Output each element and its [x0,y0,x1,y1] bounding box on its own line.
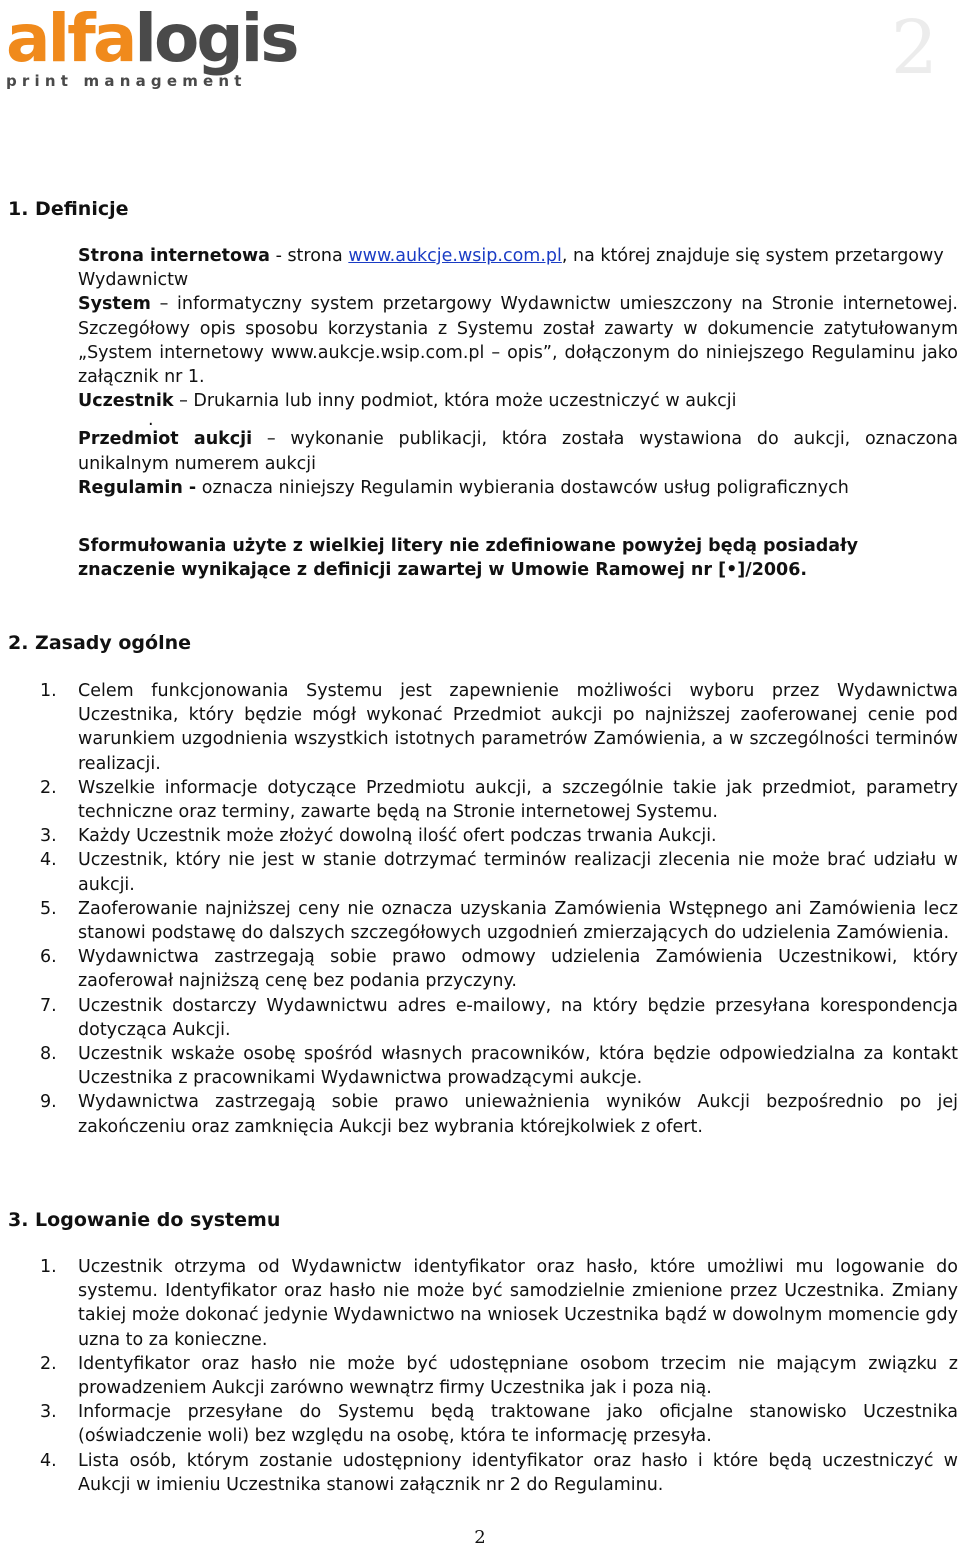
definition-participant: Uczestnik – Drukarnia lub inny podmiot, która może uczestniczyć w aukcji [78,391,737,412]
definition-term: Regulamin - [78,477,197,498]
page-marker: 2 [890,5,938,91]
list-item: 6. Wydawnictwa zastrzegają sobie prawo odmowy udzielenia Zamówienia Uczestnikowi, który zaoferował najniższą cenę bez podania przyczyny. [40,947,958,992]
definition-system: System – informatyczny system przetargowy Wydawnictw umieszczony na Stronie internetowej. Szczegółowy opis sposobu korzystania z Systemu został zawarty w dokumencie zatytułowanym „System internetowy www.aukcje.wsip.com.pl – opis”, dołączonym do niniejszego Regulaminu jako załącznik nr 1. [78,294,958,388]
section-title-definitions: 1. Definicje [8,198,129,220]
definition-term: System [78,294,151,315]
list-item: 1. Uczestnik otrzyma od Wydawnictw identyfikator oraz hasło, które umożliwi mu logowanie do systemu. Identyfikator oraz hasło nie może być samodzielnie zmienione przez Uczestnika. Zmiany takiej może dokonać jedynie Wydawnictwo na wniosek Uczestnika bądź w dowolnym momencie gdy uzna to za konieczne. [40,1257,958,1350]
definition-website: Strona internetowa - strona www.aukcje.wsip.com.pl, na której znajduje się system przetargowy Wydawnictw [78,246,944,291]
definitions-block [78,244,958,500]
list-item: 3. Informacje przesyłane do Systemu będą traktowane jako oficjalne stanowisko Uczestnika (oświadczenie woli) bez względu na osobę, która te informację przesyła. [40,1402,958,1447]
definition-regulation: Regulamin - oznacza niniejszy Regulamin wybierania dostawców usług poligraficznych [78,477,849,498]
list-item: 3. Każdy Uczestnik może złożyć dowolną ilość ofert podczas trwania Aukcji. [40,826,717,847]
general-rules-list [0,679,958,1139]
logo-logis: logis [134,0,297,77]
list-item: 8. Uczestnik wskaże osobę spośród własnych pracowników, która będzie odpowiedzialna za kontakt Uczestnika z pracownikami Wydawnictwa prowadzącymi aukcje. [40,1044,958,1089]
list-item: 2. Identyfikator oraz hasło nie może być udostępniane osobom trzecim nie mającym związku z prowadzeniem Aukcji zarówno wewnątrz firmy Uczestnika jak i poza nią. [40,1353,958,1399]
definition-dot: . [148,410,154,431]
list-item: 9. Wydawnictwa zastrzegają sobie prawo unieważnienia wyników Aukcji bezpośrednio po jej zakończeniu oraz zamknięcia Aukcji bez wybrania którejkolwiek z ofert. [40,1092,958,1137]
definition-term: Przedmiot aukcji [78,429,253,450]
definition-term: Uczestnik [78,391,174,412]
definition-term: Strona internetowa [78,246,270,266]
page-number: 2 [474,1527,486,1548]
definitions-note: Sformułowania użyte z wielkiej litery nie zdefiniowane powyżej będą posiadały znaczenie wynikające z definicji zawartej w Umowie Ramowej nr [•]/2006. [78,536,859,581]
logo-alfa: alfa [6,0,135,77]
list-item: 2. Wszelkie informacje dotyczące Przedmiotu aukcji, a szczególnie takie jak przedmiot, parametry techniczne oraz terminy, zawarte będą na Stronie internetowej Systemu. [40,777,958,823]
list-item: 7. Uczestnik dostarczy Wydawnictwu adres e-mailowy, na który będzie przesyłana korespondencja dotycząca Aukcji. [40,995,958,1040]
list-item: 4. Lista osób, którym zostanie udostępniony identyfikator oraz hasło i które będą uczestniczyć w Aukcji w imieniu Uczestnika stanowi załącznik nr 2 do Regulaminu. [40,1450,958,1495]
definition-auction-subject: Przedmiot aukcji – wykonanie publikacji, która została wystawiona do aukcji, oznaczona unikalnym numerem aukcji [78,429,959,474]
logo-wordmark [6,0,366,77]
list-item: 4. Uczestnik, który nie jest w stanie dotrzymać terminów realizacji zlecenia nie może brać udziału w aukcji. [40,850,958,895]
section-title-login: 3. Logowanie do systemu [8,1209,281,1231]
company-logo [6,0,366,90]
section-title-general-rules: 2. Zasady ogólne [8,632,192,654]
login-rules-list [0,1255,958,1497]
list-item: 1. Celem funkcjonowania Systemu jest zapewnienie możliwości wyboru przez Wydawnictwa Uczestnika, który będzie mógł wykonać Przedmiot aukcji po najniższej zaoferowanej cenie pod warunkiem uzgodnienia wszystkich istotnych parametrów Zamówienia, a w szczególności terminów realizacji. [40,681,958,774]
list-item: 5. Zaoferowanie najniższej ceny nie oznacza uzyskania Zamówienia Wstępnego ani Zamówienia lecz stanowi podstawę do dalszych szczegółowych uzgodnień zmierzających do udzielenia Zamówienia. [40,898,958,944]
logo-tagline: print management [6,72,247,90]
website-link[interactable]: www.aukcje.wsip.com.pl [348,246,562,266]
